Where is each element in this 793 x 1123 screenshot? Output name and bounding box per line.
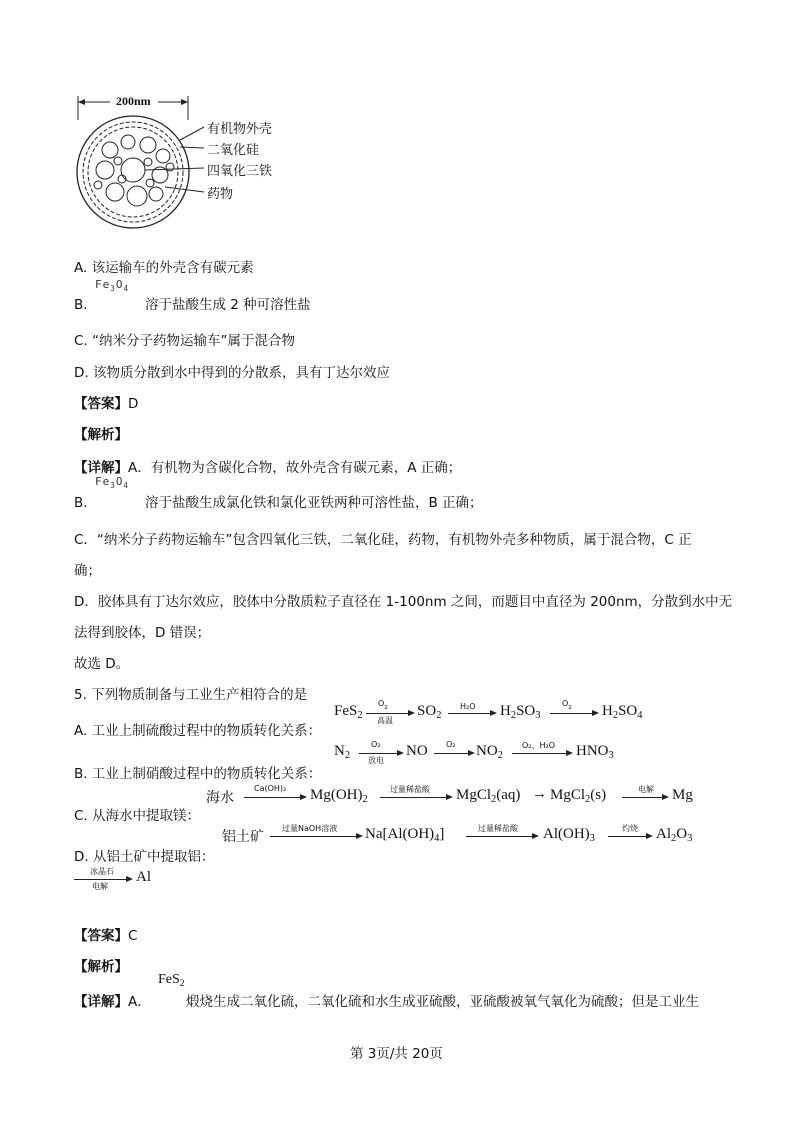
eq-a-arrow3 [550,713,594,714]
eq-c-mg: Mg [672,787,693,803]
q5-analysis-label: 【解析】 [74,959,128,975]
eq-a-cond3: $O_2$ [562,699,572,711]
eq-d-cond4-below: 电解 [92,882,108,891]
q5-option-b: B. 工业上制硝酸过程中的物质转化关系： [74,766,322,782]
eq-a-arrow1 [366,713,410,714]
eq-b-no: NO [406,743,428,759]
eq-a-arrowhead2 [490,710,497,716]
eq-a-feS2: FeS$_2$ [334,703,363,721]
eq-d-arrowhead2 [532,833,539,839]
label-organic-shell: 有机物外壳 [207,122,273,137]
q5-stem: 5. 下列物质制备与工业生产相符合的是 [74,687,308,703]
eq-a-arrowhead3 [592,710,599,716]
q5-detail-a-text: 煅烧生成二氧化硫，二氧化硫和水生成亚硫酸，亚硫酸被氧气氧化为硫酸；但是工业生 [186,994,699,1010]
eq-a-cond2: H₂O [460,702,476,711]
eq-c-arrow-plain: → [532,786,547,802]
eq-d-arrow2 [466,836,534,837]
eq-c-arrowhead1 [300,794,307,800]
answer-value: D [128,396,139,412]
page-footer: 第 3页/共 20页 [350,1046,443,1062]
q5-option-d: D. 从铝土矿中提取铝： [74,849,215,865]
eq-c-mgcl2-s: MgCl$_2$(s) [550,787,607,805]
q5-detail-a-formula: FeS$_2$ [158,972,185,989]
eq-b-arrowhead2 [468,750,475,756]
eq-c-cond4: 电解 [638,785,654,794]
eq-d-al2o3: $Al_2O_3$ [656,826,693,844]
eq-b-hno3: $HNO_3$ [576,743,614,761]
eq-d-arrow4 [74,879,128,880]
eq-d-arrow3 [608,836,648,837]
eq-d-al: Al [136,869,151,885]
eq-c-arrowhead2 [446,794,453,800]
detail-a-prefix: A． [128,994,151,1010]
q4-detail-d-line1: D．胶体具有丁达尔效应，胶体中分散质粒子直径在 1-100nm 之间，而题目中直径为 200nm，分散到水中无 [74,594,733,610]
q5-option-a: A. 工业上制硫酸过程中的物质转化关系： [74,723,322,739]
q5-answer [74,927,137,945]
q4-option-a: A. 该运输车的外壳含有碳元素 [74,260,254,276]
q4-option-b-prefix: B. [74,297,88,313]
eq-d-cond2: 过量稀盐酸 [478,824,518,833]
eq-b-cond1: O₂ [371,740,381,749]
eq-a-h2so4: $H_2SO_4$ [602,703,643,721]
q4-detail-b-formula: $Fe_3O_4$ [95,475,130,490]
eq-d-naaloh4: $Na[Al(OH)_4]$ [365,826,445,844]
eq-d-aloh3: $Al(OH)_3$ [543,826,595,844]
eq-d-cond3: 灼烧 [622,824,638,833]
eq-c-arrow1 [244,797,302,798]
q4-option-d: D. 该物质分散到水中得到的分散系，具有丁达尔效应 [74,365,390,381]
answer-value: C [128,928,138,944]
eq-c-cond2: 过量稀盐酸 [390,785,430,794]
nanoparticle-figure [70,90,300,230]
eq-b-arrow3 [512,753,568,754]
q4-detail-c-line1: C．“纳米分子药物运输车”包含四氧化三铁，二氧化硅，药物，有机物外壳多种物质，属于混合物，C 正 [74,532,692,548]
answer-label: 【答案】 [74,396,128,412]
eq-b-cond1-below: 放电 [368,756,384,765]
eq-b-no2: $NO_2$ [476,743,503,761]
q4-detail-b-prefix: B． [74,495,97,511]
eq-c-mgcl2-aq: MgCl$_2$(aq) [456,787,521,805]
q5-detail-a-prefix [74,993,151,1011]
eq-c-arrow2 [380,797,448,798]
eq-c-mgoh2: $Mg(OH)_2$ [310,787,368,805]
eq-d-arrowhead1 [356,833,363,839]
eq-b-cond2: O₂ [446,740,456,749]
detail-a-text: A．有机物为含碳化合物，故外壳含有碳元素，A 正确； [128,460,462,476]
q4-detail-d-line2: 法得到胶体，D 错误； [74,625,211,641]
eq-d-arrowhead3 [646,833,653,839]
eq-b-arrow2 [434,753,470,754]
eq-c-arrowhead4 [662,794,669,800]
label-silica: 二氧化硅 [207,143,260,158]
q4-detail-c-line2: 确； [74,563,101,579]
q4-option-c: C. “纳米分子药物运输车”属于混合物 [74,333,295,349]
scale-label: 200nm [116,94,151,108]
q4-analysis-label: 【解析】 [74,427,128,443]
eq-d-cond4: 冰晶石 [90,867,114,876]
eq-a-cond1: $O_2$ [378,699,388,711]
q4-option-b-formula: $Fe_3O_4$ [95,278,130,293]
eq-d-cond1: 过量NaOH溶液 [282,824,338,833]
answer-label: 【答案】 [74,928,128,944]
eq-d-arrowhead4 [126,876,133,882]
q4-option-b-text: 溶于盐酸生成 2 种可溶性盐 [145,297,311,313]
q5-option-c: C. 从海水中提取镁： [74,808,201,824]
eq-a-arrowhead1 [408,710,415,716]
eq-b-arrowhead3 [566,750,573,756]
eq-d-arrow1 [270,836,358,837]
detail-label: 【详解】 [74,994,128,1010]
label-drug: 药物 [207,187,234,202]
eq-a-h2so3: $H_2SO_3$ [500,703,541,721]
q4-detail-a [74,459,461,477]
eq-a-cond1-below: 高温 [377,716,393,725]
q4-answer [74,395,138,413]
label-fe3o4: 四氧化三铁 [207,164,273,179]
eq-b-cond3: O₂、H₂O [522,741,556,750]
eq-a-arrow2 [448,713,492,714]
detail-label: 【详解】 [74,460,128,476]
eq-b-n2: $N_2$ [334,743,351,761]
eq-b-arrow1 [359,753,399,754]
q4-conclusion: 故选 D。 [74,656,130,672]
eq-a-so2: $SO_2$ [417,703,442,721]
eq-c-arrow4 [622,797,664,798]
eq-c-seawater: 海水 [206,790,234,806]
q4-detail-b-text: 溶于盐酸生成氯化铁和氯化亚铁两种可溶性盐，B 正确； [145,495,483,511]
eq-d-bauxite: 铝土矿 [222,829,264,845]
eq-b-arrowhead1 [397,750,404,756]
eq-c-cond1: Ca(OH)₂ [254,784,287,793]
